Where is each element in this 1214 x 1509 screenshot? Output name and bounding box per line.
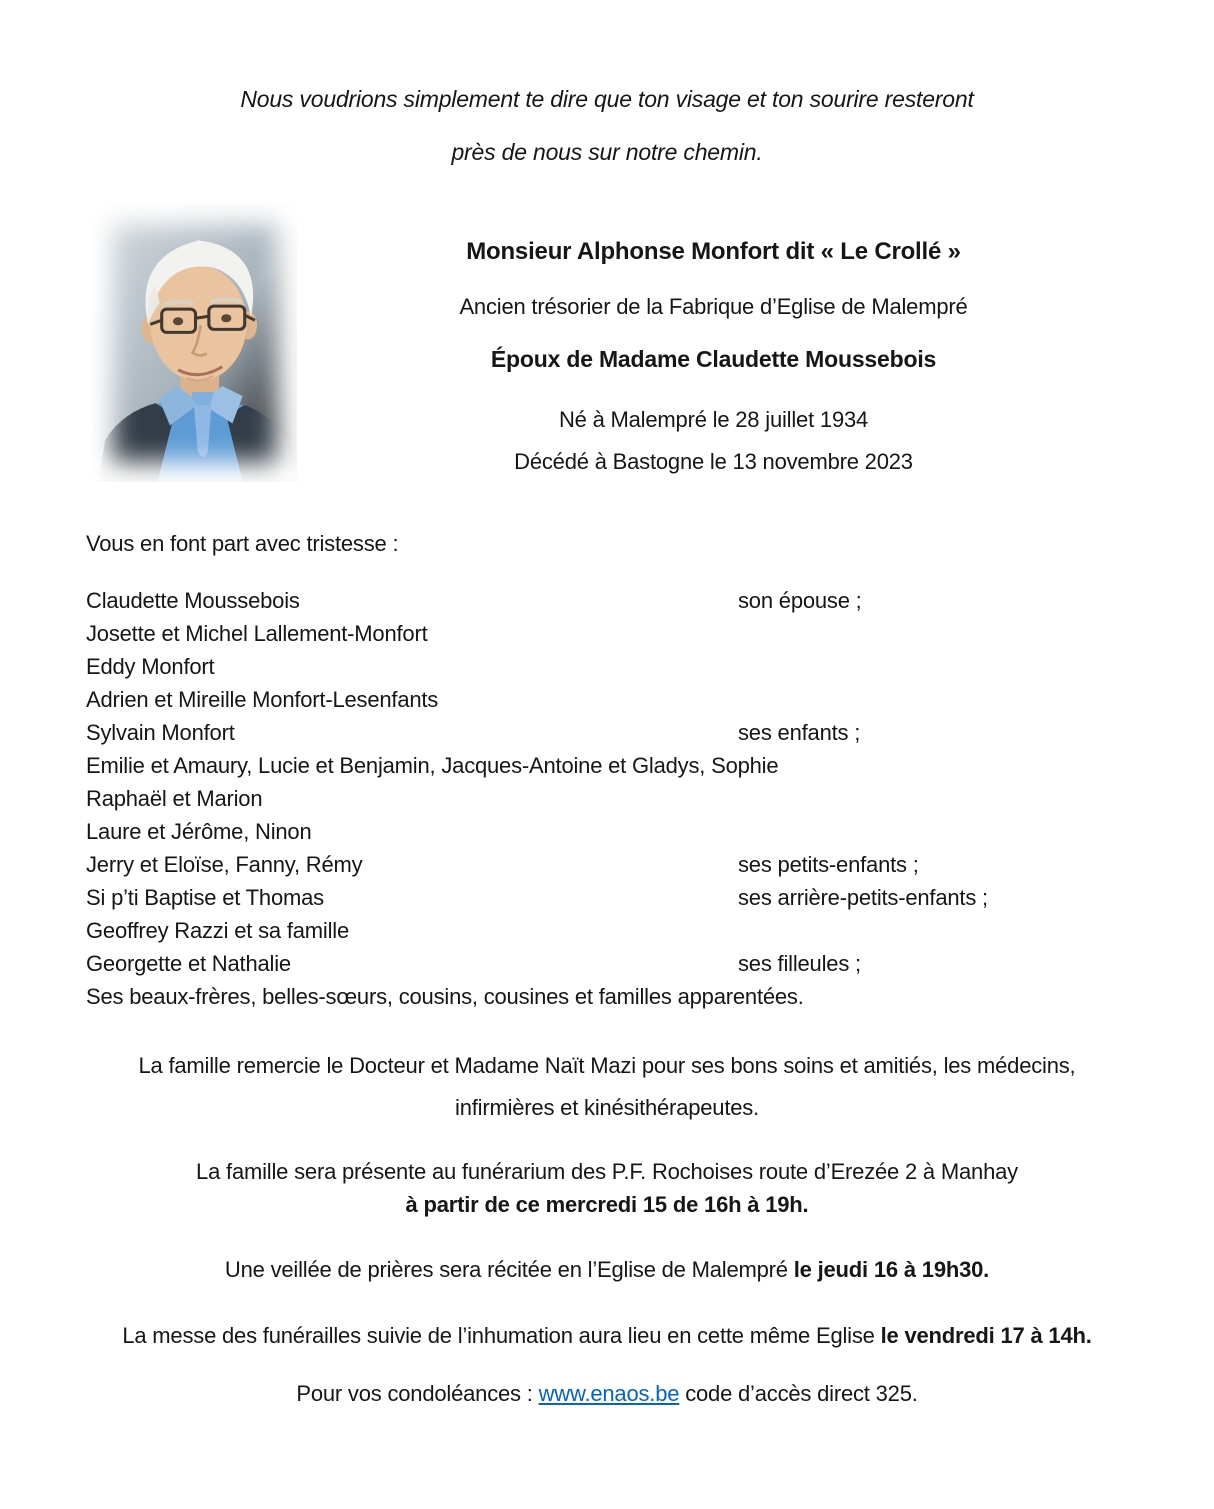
family-row — [86, 749, 1130, 782]
family-row — [86, 782, 1130, 815]
family-row — [86, 914, 1130, 947]
family-names: Eddy Monfort — [86, 654, 215, 679]
deceased-details — [297, 204, 1130, 483]
family-relation: ses arrière-petits-enfants ; — [738, 885, 988, 910]
thanks-line-2: infirmières et kinésithérapeutes. — [455, 1095, 759, 1120]
family-names: Claudette Moussebois — [86, 588, 300, 613]
family-row — [86, 683, 1130, 716]
vigil-datetime: le jeudi 16 à 19h30. — [793, 1257, 990, 1282]
quote-line-1: Nous voudrions simplement te dire que ton visage et ton sourire resteront — [240, 86, 974, 112]
funerarium-paragraph — [0, 1155, 1214, 1221]
family-row — [86, 617, 1130, 650]
portrait-photo — [92, 204, 297, 482]
family-row — [86, 848, 1130, 881]
vigil-paragraph — [0, 1257, 1214, 1283]
family-names: Jerry et Eloïse, Fanny, Rémy — [86, 852, 363, 877]
deceased-title: Ancien trésorier de la Fabrique d’Eglise de Malempré — [459, 294, 968, 319]
family-names: Georgette et Nathalie — [86, 951, 291, 976]
family-row — [86, 584, 1130, 617]
family-names: Laure et Jérôme, Ninon — [86, 819, 312, 844]
spouse-line: Époux de Madame Claudette Moussebois — [490, 346, 937, 372]
mass-paragraph — [0, 1323, 1214, 1349]
family-row — [86, 650, 1130, 683]
family-row — [86, 947, 1130, 980]
thanks-paragraph — [0, 1045, 1214, 1129]
condolences-prefix: Pour vos condoléances : — [296, 1381, 539, 1406]
family-relation: ses filleules ; — [738, 951, 861, 976]
birth-line: Né à Malempré le 28 juillet 1934 — [558, 407, 869, 432]
condolences-suffix: code d’accès direct 325. — [679, 1381, 918, 1406]
family-names: Josette et Michel Lallement-Monfort — [86, 621, 428, 646]
family-relation: son épouse ; — [738, 588, 862, 613]
family-names: Sylvain Monfort — [86, 720, 235, 745]
family-row — [86, 980, 1130, 1013]
death-line: Décédé à Bastogne le 13 novembre 2023 — [514, 449, 913, 474]
funerarium-schedule: à partir de ce mercredi 15 de 16h à 19h. — [405, 1192, 809, 1217]
portrait-illustration — [92, 204, 297, 482]
family-names: Raphaël et Marion — [86, 786, 263, 811]
mass-datetime: le vendredi 17 à 14h. — [880, 1323, 1092, 1348]
family-list — [86, 584, 1130, 1013]
condolences-link[interactable]: www.enaos.be — [538, 1381, 680, 1406]
funerarium-line: La famille sera présente au funérarium des P.F. Rochoises route d’Erezée 2 à Manhay — [196, 1159, 1018, 1184]
memorial-quote — [0, 0, 1214, 166]
family-names: Si p’ti Baptise et Thomas — [86, 885, 324, 910]
header-section — [0, 204, 1214, 483]
family-names: Ses beaux-frères, belles-sœurs, cousins, cousines et familles apparentées. — [86, 984, 804, 1009]
deceased-name: Monsieur Alphonse Monfort dit « Le Crollé » — [466, 238, 961, 265]
family-names: Adrien et Mireille Monfort-Lesenfants — [86, 687, 439, 712]
announcement-intro: Vous en font part avec tristesse : — [86, 531, 399, 556]
family-names: Geoffrey Razzi et sa famille — [86, 918, 349, 943]
vigil-text: Une veillée de prières sera récitée en l’Eglise de Malempré — [224, 1257, 794, 1282]
family-names: Emilie et Amaury, Lucie et Benjamin, Jacques-Antoine et Gladys, Sophie — [86, 753, 779, 778]
family-row — [86, 716, 1130, 749]
family-row — [86, 881, 1130, 914]
thanks-line-1: La famille remercie le Docteur et Madame Naït Mazi pour ses bons soins et amitiés, les médecins, — [138, 1053, 1076, 1078]
mass-text: La messe des funérailles suivie de l’inhumation aura lieu en cette même Eglise — [122, 1323, 881, 1348]
family-relation: ses enfants ; — [738, 720, 861, 745]
family-relation: ses petits-enfants ; — [738, 852, 919, 877]
condolences-paragraph — [0, 1381, 1214, 1407]
quote-line-2: près de nous sur notre chemin. — [451, 139, 763, 165]
family-row — [86, 815, 1130, 848]
